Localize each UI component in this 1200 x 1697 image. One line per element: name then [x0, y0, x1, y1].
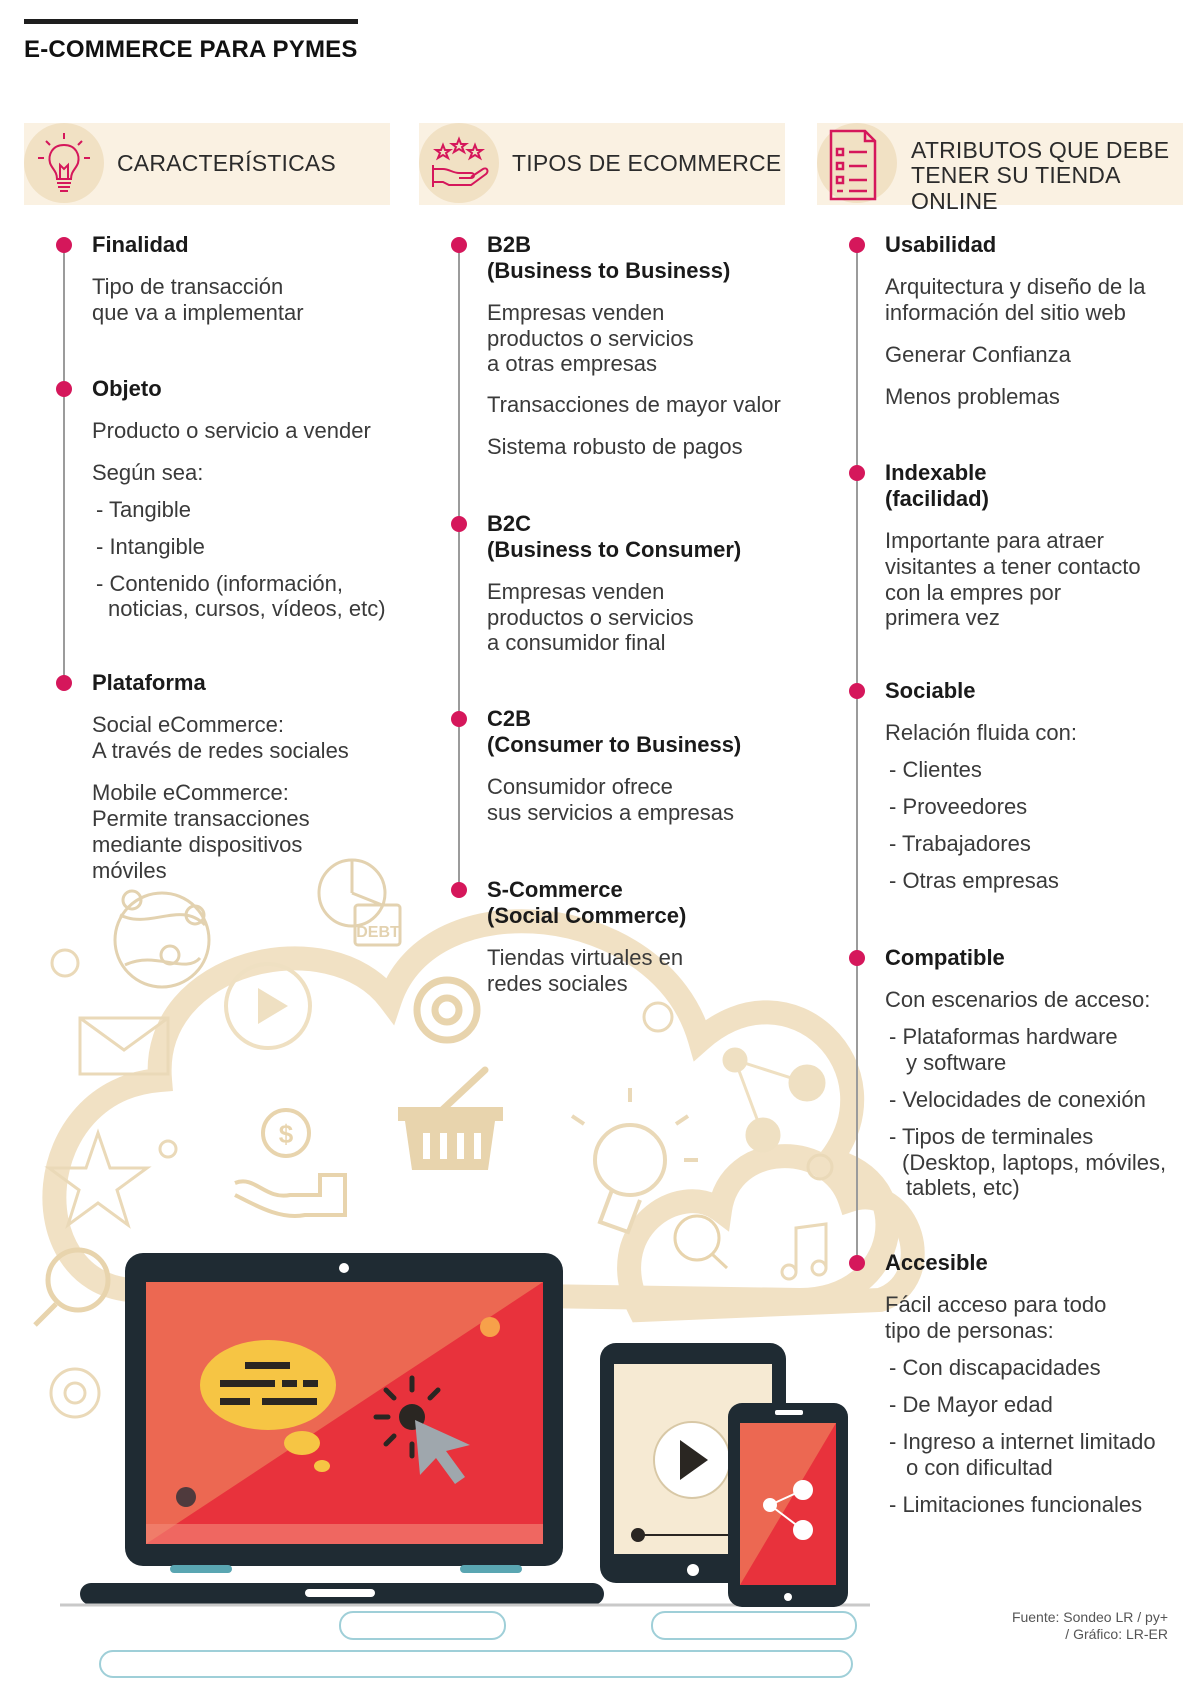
item-text: Con escenarios de acceso: — [885, 987, 1151, 1012]
item-text: Empresas venden — [487, 300, 665, 325]
basket-icon — [398, 1070, 503, 1170]
column-header-label: CARACTERÍSTICAS — [117, 150, 336, 176]
item-title: Compatible — [885, 945, 1005, 970]
item-title: Accesible — [885, 1250, 988, 1275]
item-title: Sociable — [885, 678, 976, 703]
item-text: tipo de personas: — [885, 1318, 1054, 1343]
item-text: - Velocidades de conexión — [889, 1087, 1146, 1112]
item-text: Tipo de transacción — [92, 274, 284, 299]
item-text: con la empres por — [885, 580, 1062, 605]
source-line: Fuente: Sondeo LR / py+ — [1011, 1609, 1168, 1625]
item-text: redes sociales — [487, 971, 628, 996]
item-text: - Tangible — [96, 497, 191, 522]
item-text: Generar Confianza — [885, 342, 1071, 367]
timeline-dot — [56, 381, 72, 397]
item-title: S-Commerce — [487, 877, 623, 902]
item-text: Importante para atraer — [885, 528, 1104, 553]
item-text: Empresas venden — [487, 579, 665, 604]
item-text: A través de redes sociales — [92, 738, 349, 763]
item-title: Plataforma — [92, 670, 206, 695]
item-text: Sistema robusto de pagos — [487, 434, 743, 459]
item-text: productos o servicios — [487, 605, 694, 630]
item-text: información del sitio web — [885, 300, 1126, 325]
item-text: visitantes a tener contacto — [885, 554, 1141, 579]
item-text: móviles — [92, 858, 167, 883]
item-text: noticias, cursos, vídeos, etc) — [108, 596, 386, 621]
item-text: Permite transacciones — [92, 806, 310, 831]
item-title: B2C — [487, 511, 532, 536]
item-text: sus servicios a empresas — [487, 800, 734, 825]
timeline-dot — [849, 237, 865, 253]
item-text: Menos problemas — [885, 384, 1060, 409]
timeline-dot — [849, 1255, 865, 1271]
item-title: B2B — [487, 232, 532, 257]
item-subtitle: (Consumer to Business) — [487, 732, 742, 757]
item-text: mediante dispositivos — [92, 832, 303, 857]
timeline-dot — [451, 237, 467, 253]
item-text: - Con discapacidades — [889, 1355, 1101, 1380]
timeline-dot — [849, 950, 865, 966]
item-text: - Trabajadores — [889, 831, 1031, 856]
item-text: - Contenido (información, — [96, 571, 344, 596]
item-text: Social eCommerce: — [92, 712, 284, 737]
item-text: - Intangible — [96, 534, 205, 559]
item-text: tablets, etc) — [906, 1175, 1020, 1200]
item-text: Según sea: — [92, 460, 204, 485]
globe-icon — [115, 891, 209, 987]
timeline-dot — [849, 465, 865, 481]
item-text: (Desktop, laptops, móviles, — [902, 1150, 1167, 1175]
timeline-line-col2 — [458, 241, 460, 890]
item-text: Mobile eCommerce: — [92, 780, 289, 805]
column-header-line: ATRIBUTOS QUE DEBE — [911, 137, 1170, 163]
timeline-dot — [56, 237, 72, 253]
item-subtitle: (facilidad) — [885, 486, 989, 511]
item-subtitle: (Social Commerce) — [487, 903, 687, 928]
item-text: que va a implementar — [92, 300, 304, 325]
timeline-dot — [56, 675, 72, 691]
timeline-dot — [849, 683, 865, 699]
item-text: Producto o servicio a vender — [92, 418, 371, 443]
item-text: - Proveedores — [889, 794, 1028, 819]
lightbulb-icon — [24, 125, 104, 205]
item-title: Finalidad — [92, 232, 189, 257]
item-text: Transacciones de mayor valor — [487, 392, 781, 417]
item-text: - Clientes — [889, 757, 982, 782]
item-text: Relación fluida con: — [885, 720, 1078, 745]
column-header-label: TIPOS DE ECOMMERCE — [512, 150, 782, 176]
item-text: - Tipos de terminales — [889, 1124, 1094, 1149]
item-text: Tiendas virtuales en — [487, 945, 684, 970]
timeline-dot — [451, 882, 467, 898]
item-text: a otras empresas — [487, 351, 657, 376]
page-title: E-COMMERCE PARA PYMES — [24, 36, 358, 63]
item-title: C2B — [487, 706, 532, 731]
item-subtitle: (Business to Consumer) — [487, 537, 742, 562]
timeline-line-col1 — [63, 241, 65, 681]
item-text: - Limitaciones funcionales — [889, 1492, 1143, 1517]
item-text: Arquitectura y diseño de la — [885, 274, 1146, 299]
at-sign-icon — [417, 980, 477, 1040]
item-text: - Otras empresas — [889, 868, 1059, 893]
item-title: Objeto — [92, 376, 162, 401]
item-text: - Plataformas hardware — [889, 1024, 1118, 1049]
item-text: Fácil acceso para todo — [885, 1292, 1107, 1317]
item-text: a consumidor final — [487, 630, 666, 655]
timeline-line-col3 — [856, 241, 858, 1261]
source-line: / Gráfico: LR-ER — [1065, 1626, 1168, 1642]
item-text: - De Mayor edad — [889, 1392, 1053, 1417]
timeline-dot — [451, 711, 467, 727]
item-text: productos o servicios — [487, 326, 694, 351]
network-icon — [724, 1049, 824, 1151]
item-text: o con dificultad — [906, 1455, 1053, 1480]
source-note — [900, 1609, 1168, 1643]
item-text: - Ingreso a internet limitado — [889, 1429, 1156, 1454]
item-text: y software — [906, 1050, 1007, 1075]
item-title: Indexable — [885, 460, 987, 485]
item-text: Consumidor ofrece — [487, 774, 673, 799]
phone-illustration — [728, 1403, 848, 1607]
dollar-label: $ — [278, 1119, 294, 1149]
debt-label: DEBT — [356, 924, 400, 941]
hand-stars-icon — [419, 125, 499, 205]
checklist-icon — [817, 125, 897, 205]
item-title: Usabilidad — [885, 232, 997, 257]
item-text: primera vez — [885, 605, 1000, 630]
column-header-line: TENER SU TIENDA ONLINE — [911, 162, 1120, 214]
item-subtitle: (Business to Business) — [487, 258, 731, 283]
music-note-icon — [782, 1224, 826, 1279]
timeline-dot — [451, 516, 467, 532]
